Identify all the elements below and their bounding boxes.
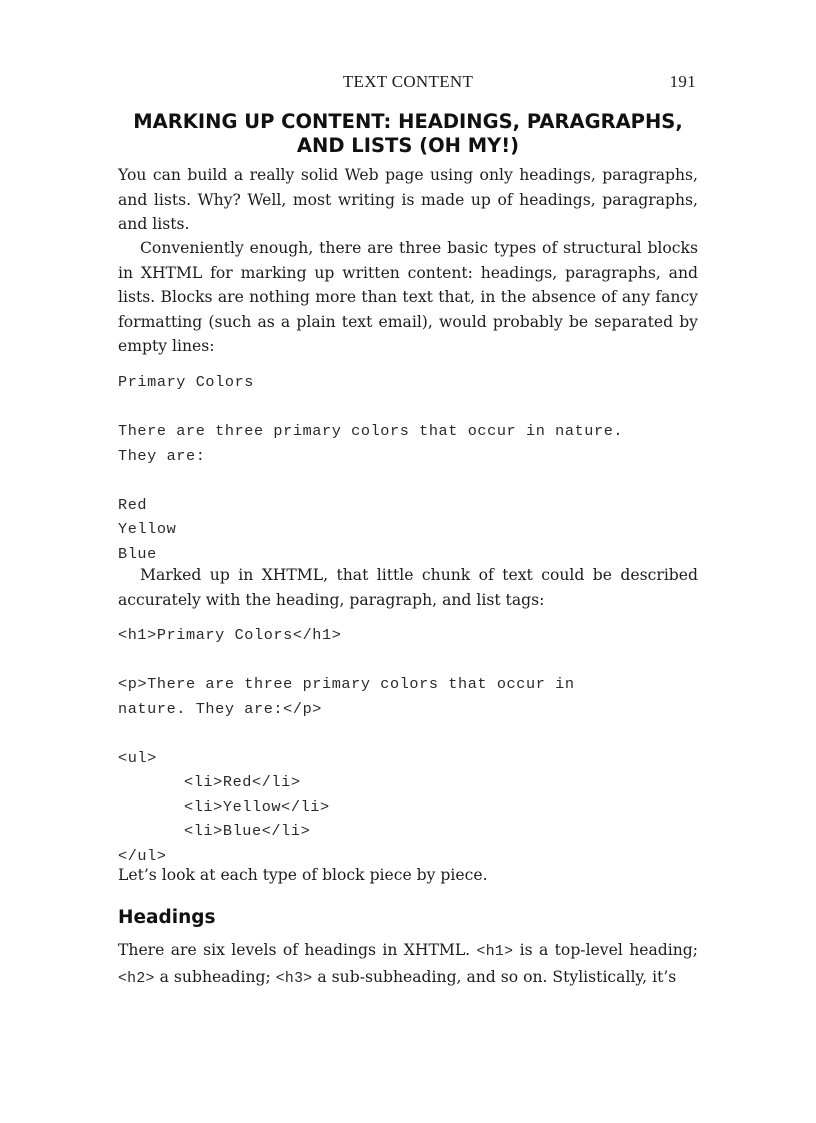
paragraph-intro: You can build a really solid Web page using only headings, paragraphs, and lists. Why? Well, most writing is made up of headings, paragraphs, and lists. — [118, 166, 698, 233]
section-heading — [118, 110, 698, 158]
inline-code-h2: <h2> — [118, 970, 155, 987]
code-line: <li>Yellow</li> — [184, 797, 330, 816]
code-line: There are three primary colors that occur in nature. — [118, 422, 624, 440]
xhtml-example — [118, 623, 718, 868]
paragraph-heading-levels: There are six levels of headings in XHTML. <h1> is a top-level heading; <h2> a subheading; <h3> a sub-subheading, and so on. Stylistically, it’s — [118, 941, 699, 987]
inline-code-h3: <h3> — [275, 970, 313, 987]
page-number: 191 — [669, 72, 696, 91]
code-line: nature. They are:</p> — [118, 699, 322, 718]
code-line: </ul> — [118, 846, 167, 865]
paragraph-piece-by-piece: Let’s look at each type of block piece by piece. — [118, 866, 488, 884]
headings-subheading: Headings — [118, 907, 216, 928]
code-line: <p>There are three primary colors that occur in — [118, 675, 575, 693]
section-heading-line-2: AND LISTS (OH MY!) — [296, 134, 520, 157]
running-title: TEXT CONTENT — [342, 72, 474, 91]
running-head — [118, 72, 698, 94]
inline-code-h1: <h1> — [476, 944, 514, 960]
code-line: Primary Colors — [118, 373, 254, 391]
plain-text-example — [118, 370, 718, 566]
code-line: Blue — [118, 544, 157, 563]
paragraph-blocks: Conveniently enough, there are three basic types of structural blocks in XHTML for marking up written content: headings, paragraphs, and lists. Blocks are nothing more than text that, in the absence of any fancy formatting (such as a plain text email), would probably be separated by empty lines: — [118, 239, 698, 355]
code-line: <li>Red</li> — [184, 773, 301, 791]
code-line: Red — [118, 495, 148, 514]
code-line: Yellow — [118, 520, 177, 538]
code-line: <li>Blue</li> — [184, 822, 311, 840]
code-line: They are: — [118, 446, 206, 465]
section-heading-line-1: MARKING UP CONTENT: HEADINGS, PARAGRAPHS, — [133, 110, 683, 133]
code-line: <h1>Primary Colors</h1> — [118, 626, 342, 644]
code-line: <ul> — [118, 748, 157, 767]
paragraph-markup-intro: Marked up in XHTML, that little chunk of text could be described accurately with the heading, paragraph, and list tags: — [118, 566, 698, 609]
